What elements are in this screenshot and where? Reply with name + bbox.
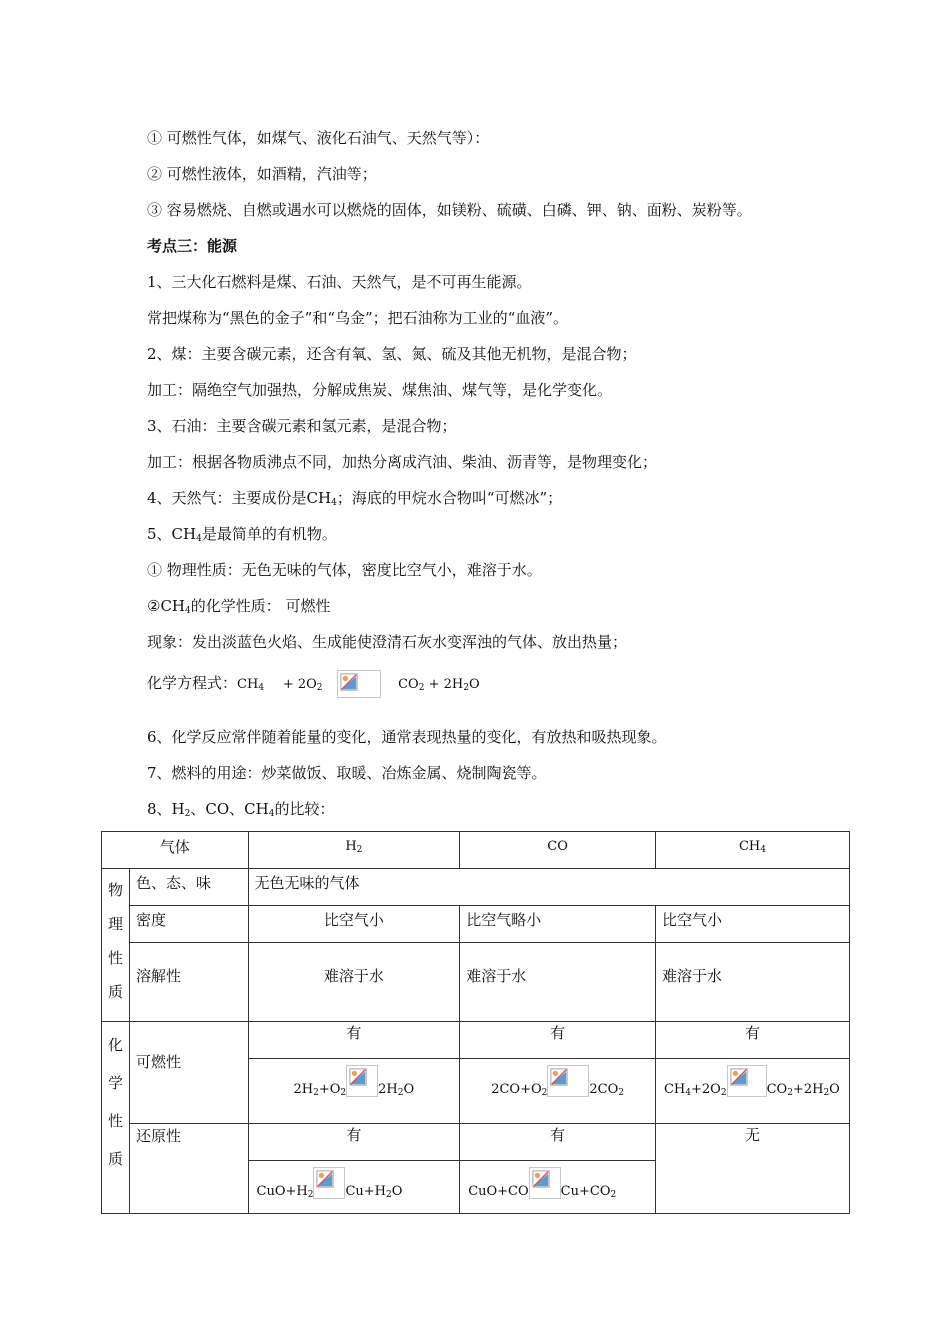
row-label: 溶解性 <box>130 943 249 1022</box>
subscript: 4 <box>258 683 265 693</box>
subscript: 2 <box>720 1088 727 1098</box>
reaction-text: +O <box>318 1082 341 1097</box>
table-cell: 有 <box>248 1022 460 1059</box>
text-line: ③ 容易燃烧、自燃或遇水可以燃烧的固体，如镁粉、硫磺、白磷、钾、钠、面粉、炭粉等。 <box>147 201 752 219</box>
text-line <box>147 799 334 819</box>
reaction-cell <box>460 1161 656 1214</box>
table-row <box>102 1022 850 1059</box>
broken-image-icon <box>730 1068 748 1086</box>
header-text: H <box>345 839 357 854</box>
table-cell: 难溶于水 <box>460 943 656 1022</box>
subscript: 2 <box>397 1088 404 1098</box>
equation-part: + 2H <box>424 677 464 692</box>
text-line: 加工：根据各物质沸点不同，加热分离成汽油、柴油、沥青等，是物理变化； <box>147 453 658 471</box>
table-cell: 有 <box>460 1124 656 1161</box>
broken-image-icon <box>349 1068 367 1086</box>
vertical-label-char: 质 <box>108 1150 124 1168</box>
subscript: 4 <box>196 534 202 544</box>
text-line <box>147 488 562 508</box>
text-line: ① 可燃性气体，如煤气、液化石油气、天然气等）： <box>147 129 490 147</box>
vertical-label-char: 理 <box>108 915 124 933</box>
text-fragment: 8、H <box>147 800 185 818</box>
vertical-label-char: 物 <box>108 881 124 899</box>
reaction-cell <box>248 1161 460 1214</box>
row-label: 还原性 <box>130 1124 249 1214</box>
reaction-text: Cu+H <box>345 1184 387 1199</box>
gas-comparison-table <box>101 831 850 1214</box>
row-label: 密度 <box>130 906 249 943</box>
vertical-label-char: 化 <box>108 1036 124 1054</box>
text-line: 7、燃料的用途：炒菜做饭、取暖、冶炼金属、烧制陶瓷等。 <box>147 764 547 782</box>
text-line <box>147 596 331 616</box>
subscript: 2 <box>340 1088 347 1098</box>
subscript: 2 <box>823 1088 830 1098</box>
row-label: 色、态、味 <box>130 869 249 906</box>
equation-part: + 2O <box>282 677 317 692</box>
text-line: 3、石油：主要含碳元素和氢元素，是混合物； <box>147 417 457 435</box>
subscript: 2 <box>313 1088 319 1098</box>
header-text: CH <box>738 839 761 854</box>
reaction-text: +2O <box>691 1082 721 1097</box>
vertical-label-char: 性 <box>108 1112 124 1130</box>
reaction-condition-image-icon <box>727 1065 767 1097</box>
table-cell: 比空气小 <box>248 906 460 943</box>
reaction-text: Cu+CO <box>560 1184 611 1199</box>
physical-group-label <box>102 869 130 1022</box>
subscript: 2 <box>307 1190 314 1200</box>
reaction-condition-image-icon <box>346 1065 378 1097</box>
equation-part: CO <box>398 677 419 692</box>
reaction-text: +2H <box>792 1082 824 1097</box>
text-line: 6、化学反应常伴随着能量的变化，通常表现热量的变化，有放热和吸热现象。 <box>147 728 667 746</box>
subscript: 4 <box>685 1088 692 1098</box>
text-fragment: 是最简单的有机物。 <box>201 525 337 543</box>
text-fragment: 4、天然气：主要成份是CH <box>147 489 332 507</box>
subscript: 4 <box>268 809 275 819</box>
reaction-text: 2H <box>293 1082 314 1097</box>
header-gas: 气体 <box>102 832 249 869</box>
reaction-text: CuO+CO <box>468 1184 529 1199</box>
text-fragment: 的比较： <box>274 800 335 818</box>
subscript: 4 <box>331 498 337 508</box>
broken-image-icon <box>316 1170 334 1188</box>
subscript: 2 <box>618 1088 624 1098</box>
table-cell: 难溶于水 <box>248 943 460 1022</box>
vertical-label-char: 性 <box>108 949 124 967</box>
text-line: ② 可燃性液体，如酒精，汽油等； <box>147 165 377 183</box>
table-cell: 无色无味的气体 <box>248 869 849 906</box>
table-header-row <box>102 832 850 869</box>
text-line: 加工：隔绝空气加强热，分解成焦炭、煤焦油、煤气等，是化学变化。 <box>147 381 613 399</box>
equation-part: CH <box>237 677 259 692</box>
reaction-text: CH <box>663 1082 686 1097</box>
header-co: CO <box>460 832 656 869</box>
text-line: 常把煤称为“黑色的金子”和“乌金”；把石油称为工业的“血液”。 <box>147 309 569 327</box>
vertical-label-char: 学 <box>108 1074 124 1092</box>
text-line: ① 物理性质：无色无味的气体，密度比空气小，难溶于水。 <box>147 561 542 579</box>
equation-part: O <box>468 677 480 692</box>
text-fragment: 、CO、CH <box>190 800 269 818</box>
reaction-text: CuO+H <box>256 1184 308 1199</box>
text-line <box>147 524 337 544</box>
subscript: 4 <box>185 606 191 616</box>
table-row <box>102 1124 850 1161</box>
header-ch4 <box>655 832 849 869</box>
broken-image-icon <box>532 1170 550 1188</box>
text-line: 现象：发出淡蓝色火焰、生成能使澄清石灰水变浑浊的气体、放出热量； <box>147 633 628 651</box>
reaction-cell <box>248 1059 460 1124</box>
broken-image-icon <box>550 1068 568 1086</box>
table-row <box>102 906 850 943</box>
table-row <box>102 869 850 906</box>
equation-label: 化学方程式： <box>147 674 238 692</box>
reaction-condition-image-icon <box>547 1065 589 1097</box>
table-cell: 比空气小 <box>655 906 849 943</box>
header-h2 <box>248 832 460 869</box>
text-fragment: ②CH <box>147 597 186 615</box>
reaction-text: O <box>391 1184 403 1199</box>
text-line: 2、煤：主要含碳元素，还含有氧、氢、氮、硫及其他无机物，是混合物； <box>147 345 637 363</box>
reaction-cell <box>655 1059 849 1124</box>
section-heading: 考点三：能源 <box>147 237 238 255</box>
reaction-text: 2CO+O <box>491 1082 542 1097</box>
row-label: 可燃性 <box>130 1022 249 1124</box>
subscript: 2 <box>463 683 469 693</box>
subscript: 2 <box>610 1190 617 1200</box>
text-line: 1、三大化石燃料是煤、石油、天然气，是不可再生能源。 <box>147 273 532 291</box>
table-cell: 有 <box>460 1022 656 1059</box>
table-row <box>102 943 850 1022</box>
subscript: 2 <box>541 1088 548 1098</box>
reaction-text: O <box>829 1082 840 1097</box>
text-fragment: 5、CH <box>147 525 197 543</box>
vertical-label-char: 质 <box>108 983 124 1001</box>
text-fragment: ；海底的甲烷水合物叫“可燃冰”； <box>336 489 563 507</box>
table-cell: 比空气略小 <box>460 906 656 943</box>
reaction-text: 2H <box>378 1082 398 1097</box>
reaction-text: O <box>403 1082 415 1097</box>
subscript: 2 <box>316 683 323 693</box>
subscript: 2 <box>787 1088 793 1098</box>
table-cell: 有 <box>248 1124 460 1161</box>
table-cell: 难溶于水 <box>655 943 849 1022</box>
reaction-cell <box>460 1059 656 1124</box>
reaction-condition-image-icon <box>313 1167 345 1199</box>
reaction-text: CO <box>766 1082 788 1097</box>
subscript: 4 <box>760 845 766 855</box>
table-cell: 有 <box>655 1022 849 1059</box>
subscript: 2 <box>356 845 363 855</box>
reaction-text: 2CO <box>589 1082 619 1097</box>
text-fragment: 的化学性质： 可燃性 <box>190 597 331 615</box>
broken-image-icon <box>340 673 358 691</box>
chemical-equation <box>147 666 480 702</box>
table-cell: 无 <box>655 1124 849 1214</box>
subscript: 2 <box>418 683 425 693</box>
chemical-group-label <box>102 1022 130 1214</box>
subscript: 2 <box>184 809 191 819</box>
reaction-condition-image-icon <box>337 670 381 698</box>
subscript: 2 <box>386 1190 392 1200</box>
reaction-condition-image-icon <box>529 1167 561 1199</box>
